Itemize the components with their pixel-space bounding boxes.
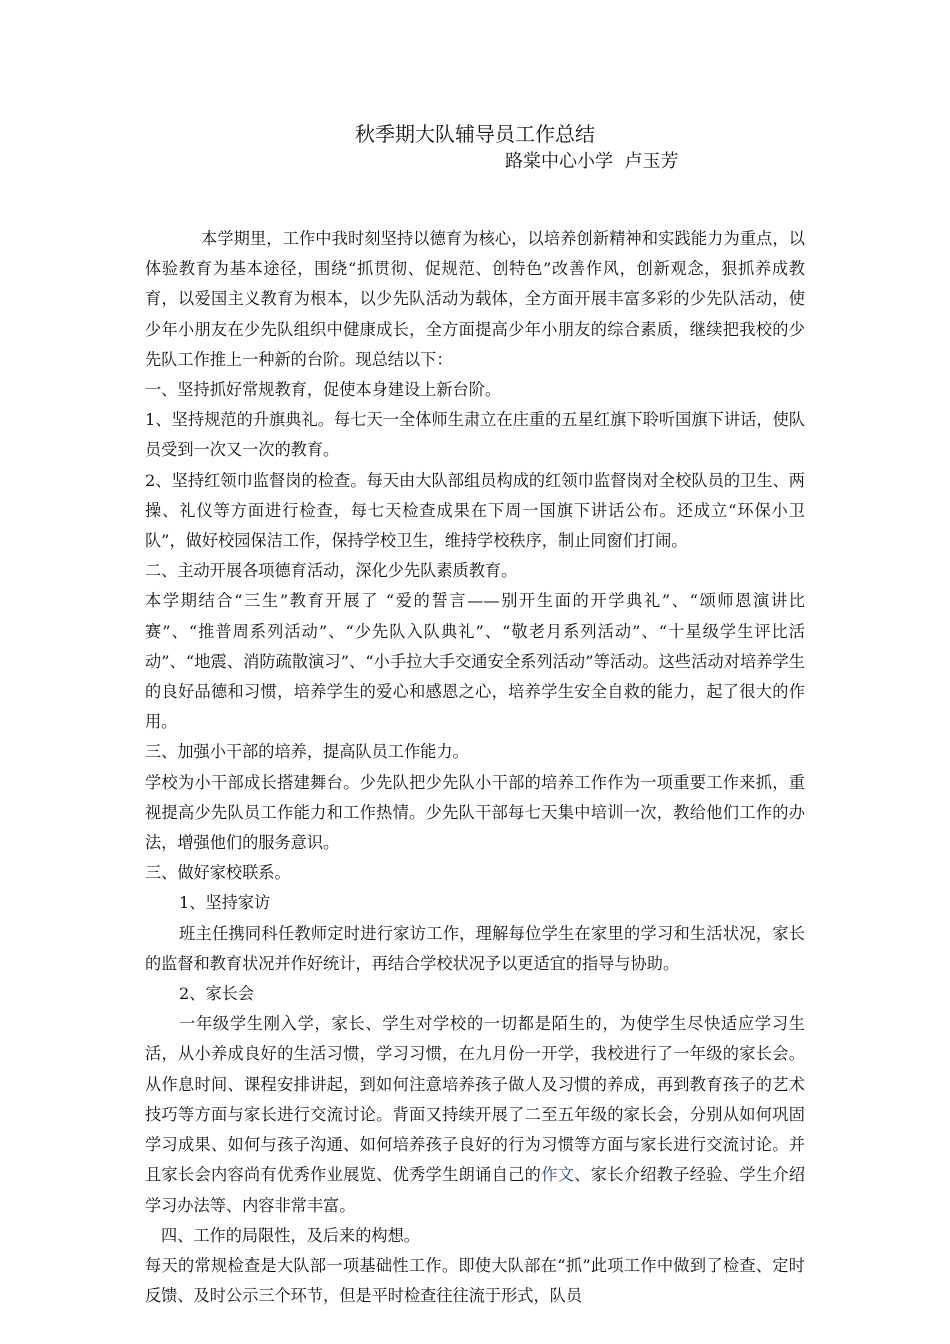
section-heading-2: 二、主动开展各项德育活动，深化少先队素质教育。 — [145, 561, 518, 581]
paragraph-parent-meeting-text: 一年级学生刚入学，家长、学生对学校的一切都是陌生的，为使学生尽快适应学习生活，从小养成良好的生活习惯，学习习惯，在九月份一开学，我校进行了一年级的家长会。从作息时间、课程安排讲起，到如何注意培养孩子做人及习惯的养成，再到教育孩子的艺术技巧等方面与家长进行交流讨论。背面又持续开展了二至五年级的家长会，分别从如何巩固学习成果、如何与孩子沟通、如何培养孩子良好的行为习惯等方面与家长进行交流讨论。并且家长会内容尚有优秀作业展览、优秀学生朗诵自己的 — [145, 1014, 805, 1185]
paragraph-home-visit: 班主任携同科任教师定时进行家访工作，理解每位学生在家里的学习和生活状况，家长的监督和教育状况并作好统计，再结合学校状况予以更适宜的指导与协助。 — [145, 923, 805, 973]
paragraph-supervision-post: 2、坚持红领巾监督岗的检查。每天由大队部组员构成的红领巾监督岗对全校队员的卫生、两操、礼仪等方面进行检查，每七天检查成果在下周一国旗下讲话公布。还成立“环保小卫队”，做好校园保洁工作，保持学校卫生，维持学校秩序，制止同窗们打闹。 — [145, 470, 805, 551]
paragraph-routine-check: 每天的常规检查是大队部一项基础性工作。即使大队部在“抓”此项工作中做到了检查、定时反馈、及时公示三个环节，但是平时检查往往流于形式，队员 — [145, 1255, 805, 1306]
author-line: 路棠中心小学 卢玉芳 — [505, 151, 679, 172]
section-heading-1: 一、坚持抓好常规教育，促使本身建设上新台阶。 — [145, 380, 502, 400]
section-heading-3: 三、加强小干部的培养，提高队员工作能力。 — [145, 742, 469, 762]
paragraph-parent-meeting — [145, 1009, 805, 1220]
subheading-parent-meeting: 2、家长会 — [179, 984, 255, 1004]
section-heading-4: 四、工作的局限性，及后来的构想。 — [161, 1225, 420, 1245]
paragraph-parent-meeting-tail: 、家长介绍教子经验、学生介绍学习办法等、内容非常丰富。 — [145, 1165, 806, 1215]
composition-link[interactable]: 作文 — [541, 1165, 575, 1185]
subheading-home-visit: 1、坚持家访 — [179, 893, 271, 913]
intro-paragraph: 本学期里，工作中我时刻坚持以德育为核心，以培养创新精神和实践能力为重点，以体验教育为基本途径，围绕“抓贯彻、促规范、创特色”改善作风，创新观念，狠抓养成教育，以爱国主义教育为根本，以少先队活动为载体，全方面开展丰富多彩的少先队活动，使少年小朋友在少先队组织中健康成长，全方面提高少年小朋友的综合素质，继续把我校的少先队工作推上一种新的台阶。现总结以下： — [145, 229, 805, 369]
document-body — [145, 224, 805, 1311]
paragraph-moral-activities: 本学期结合“三生”教育开展了 “爱的誓言——别开生面的开学典礼”、“颂师恩演讲比赛”、“推普周系列活动”、“少先队入队典礼”、“敬老月系列活动”、“十星级学生评比活动”、“地震、消防疏散演习”、“小手拉大手交通安全系列活动”等活动。这些活动对培养学生的良好品德和习惯，培养学生的爱心和感恩之心，培养学生安全自救的能力，起了很大的作用。 — [145, 591, 805, 732]
paragraph-flag-ceremony: 1、坚持规范的升旗典礼。每七天一全体师生肃立在庄重的五星红旗下聆听国旗下讲话，使队员受到一次又一次的教育。 — [145, 410, 805, 460]
paragraph-cadre-training: 学校为小干部成长搭建舞台。少先队把少先队小干部的培养工作作为一项重要工作来抓，重视提高少先队员工作能力和工作热情。少先队干部每七天集中培训一次，教给他们工作的办法，增强他们的服务意识。 — [145, 772, 805, 853]
section-heading-home-school: 三、做好家校联系。 — [145, 863, 291, 883]
document-title: 秋季期大队辅导员工作总结 — [355, 122, 595, 146]
